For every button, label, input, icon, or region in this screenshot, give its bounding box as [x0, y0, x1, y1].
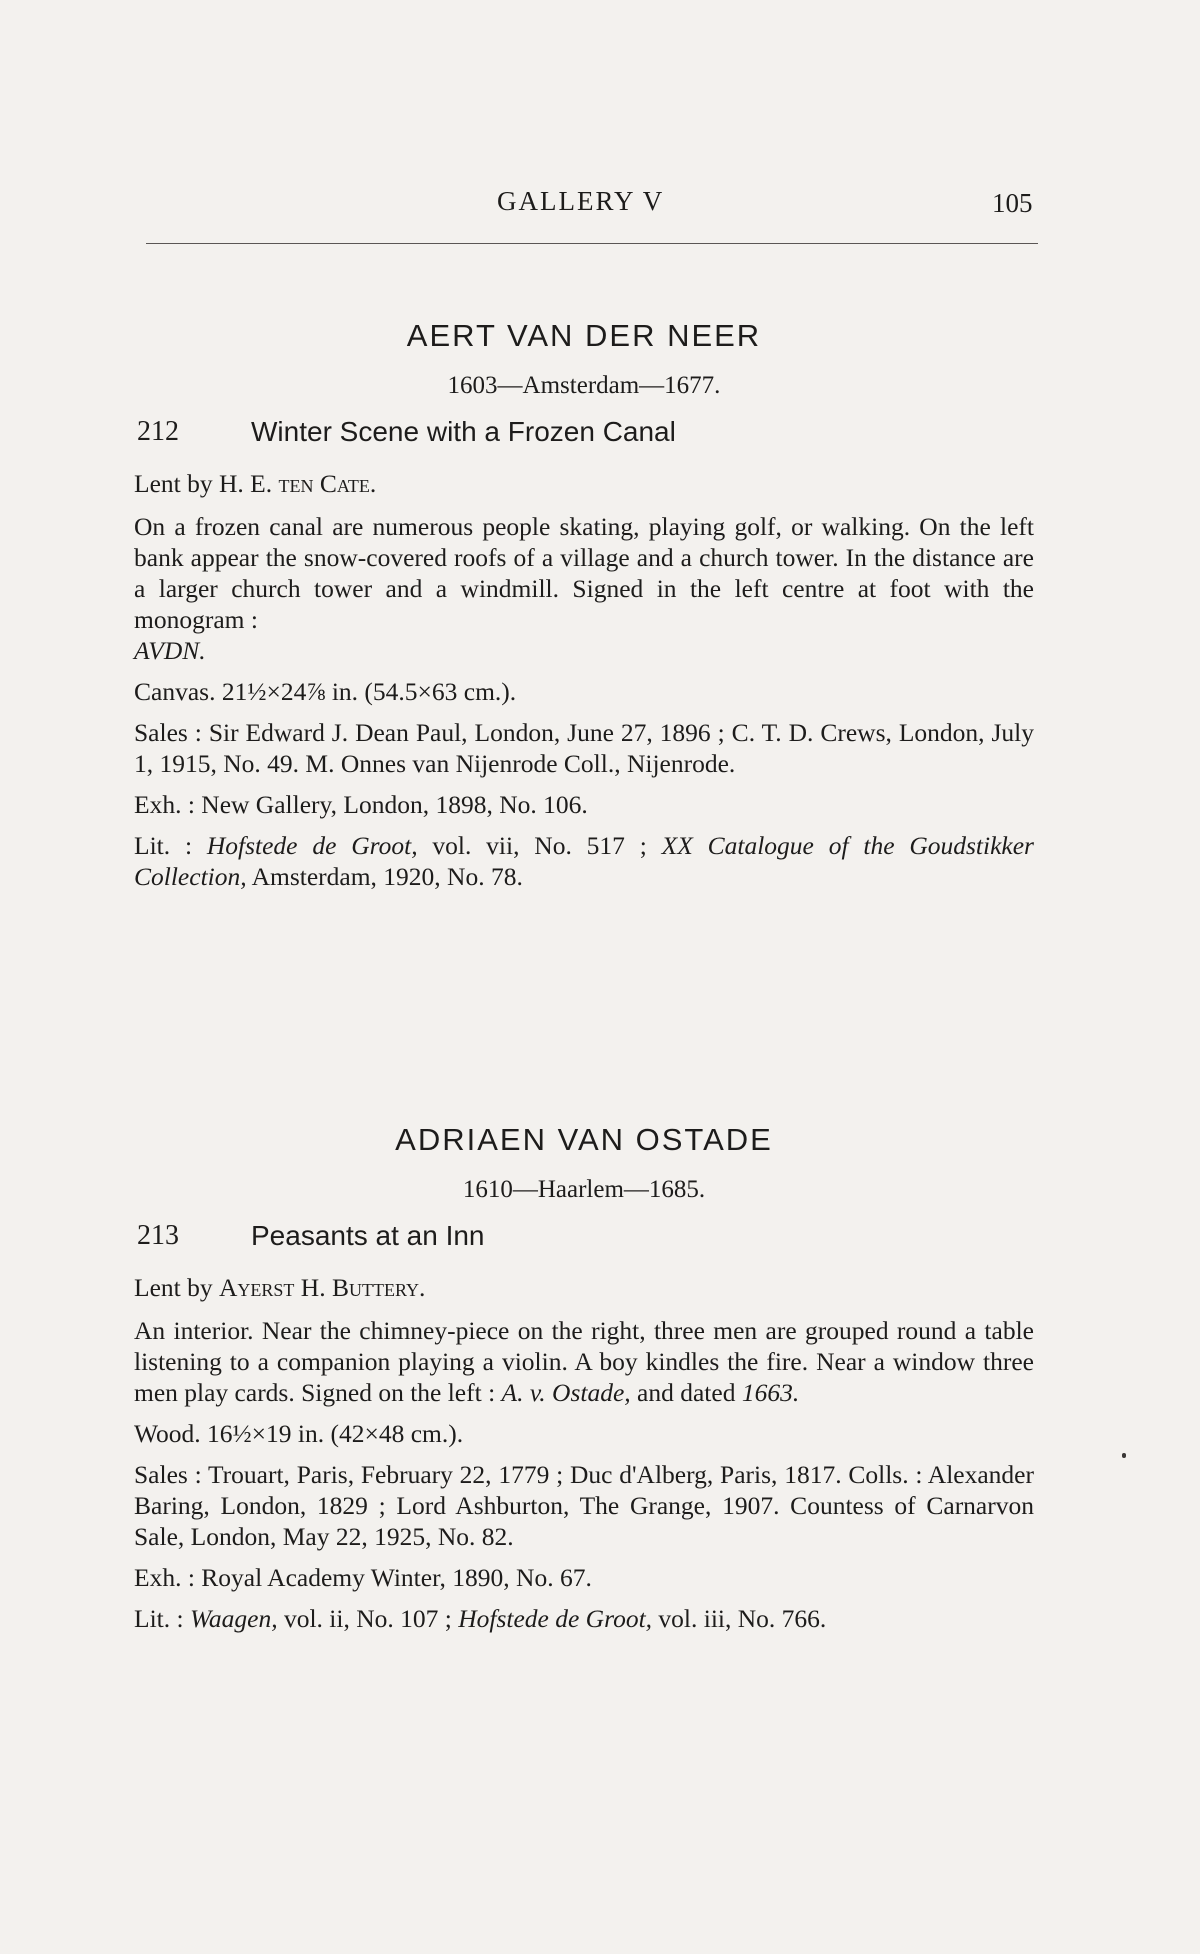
description-text: An interior. Near the chimney-piece on the right, three men are grouped round a table listening to a companion playing a violin. A boy kindles the fire. Near a window three men play cards. Signed on the left : [134, 1316, 1034, 1407]
lent-by [134, 468, 1034, 499]
literature-mid: vol. vii, No. 517 ; [417, 831, 662, 860]
lot-heading [134, 1220, 1034, 1260]
literature-mid: vol. ii, No. 107 ; [277, 1604, 459, 1633]
lot-title: Peasants at an Inn [251, 1220, 485, 1251]
lent-by-prefix: Lent by [134, 469, 219, 498]
signature: A. v. Ostade, [501, 1378, 631, 1407]
literature-prefix: Lit. : [134, 1604, 190, 1633]
ink-speck [1122, 1453, 1126, 1458]
running-head [0, 186, 1200, 226]
literature-ref-2: XX Catalogue of the Goudstikker Collection, [134, 831, 1034, 891]
exhibitions: Exh. : Royal Academy Winter, 1890, No. 67. [134, 1563, 592, 1592]
artist-name: ADRIAEN VAN OSTADE [395, 1122, 773, 1157]
sales: Sales : Sir Edward J. Dean Paul, London, June 27, 1896 ; C. T. D. Crews, London, July 1, 1915, No. 49. M. Onnes van Nijenrode Coll., Nijenrode. [134, 718, 1034, 778]
catalogue-entry-212 [134, 318, 1034, 892]
artist-name: AERT VAN DER NEER [406, 318, 762, 353]
literature-end: vol. iii, No. 766. [652, 1604, 827, 1633]
lender-name: H. E. ten Cate. [218, 469, 377, 498]
literature [134, 1603, 1034, 1634]
artist-dates: 1610—Haarlem—1685. [462, 1176, 706, 1203]
literature-ref-1: Hofstede de Groot, [206, 831, 418, 860]
literature-prefix: Lit. : [134, 831, 207, 860]
medium: Canvas. 21½×24⅞ in. (54.5×63 cm.). [134, 677, 517, 706]
lender-name: Ayerst H. Buttery. [218, 1273, 426, 1302]
running-title: GALLERY V [497, 186, 665, 216]
description-text: On a frozen canal are numerous people skating, playing golf, or walking. On the left bank appear the snow-covered roofs of a village and a church tower. In the distance are a larger church tower and a windmill. Signed in the left centre at foot with the monogram : [134, 512, 1034, 634]
exhibitions: Exh. : New Gallery, London, 1898, No. 106. [134, 790, 588, 819]
lent-by [134, 1272, 1034, 1303]
page-number: 105 [992, 188, 1033, 218]
literature-ref-2: Hofstede de Groot, [458, 1604, 653, 1633]
medium: Wood. 16½×19 in. (42×48 cm.). [134, 1419, 464, 1448]
lot-title: Winter Scene with a Frozen Canal [251, 416, 676, 447]
literature [134, 830, 1034, 892]
header-rule [146, 243, 1038, 244]
lot-heading [134, 416, 1034, 456]
signature-after: and dated [630, 1378, 742, 1407]
signature: AVDN. [134, 636, 206, 665]
signature-date: 1663. [741, 1378, 800, 1407]
description [134, 511, 1034, 666]
lot-number: 213 [137, 1220, 179, 1251]
lot-number: 212 [137, 416, 179, 447]
catalogue-entry-213 [134, 1122, 1034, 1634]
sales: Sales : Trouart, Paris, February 22, 1779 ; Duc d'Alberg, Paris, 1817. Colls. : Alexander Baring, London, 1829 ; Lord Ashburton, The Grange, 1907. Countess of Carnarvon Sale, London, May 22, 1925, No. 82. [134, 1460, 1034, 1551]
description [134, 1315, 1034, 1408]
lent-by-prefix: Lent by [134, 1273, 219, 1302]
artist-dates: 1603—Amsterdam—1677. [447, 372, 721, 399]
literature-ref-1: Waagen, [189, 1604, 278, 1633]
literature-end: Amsterdam, 1920, No. 78. [246, 862, 523, 891]
